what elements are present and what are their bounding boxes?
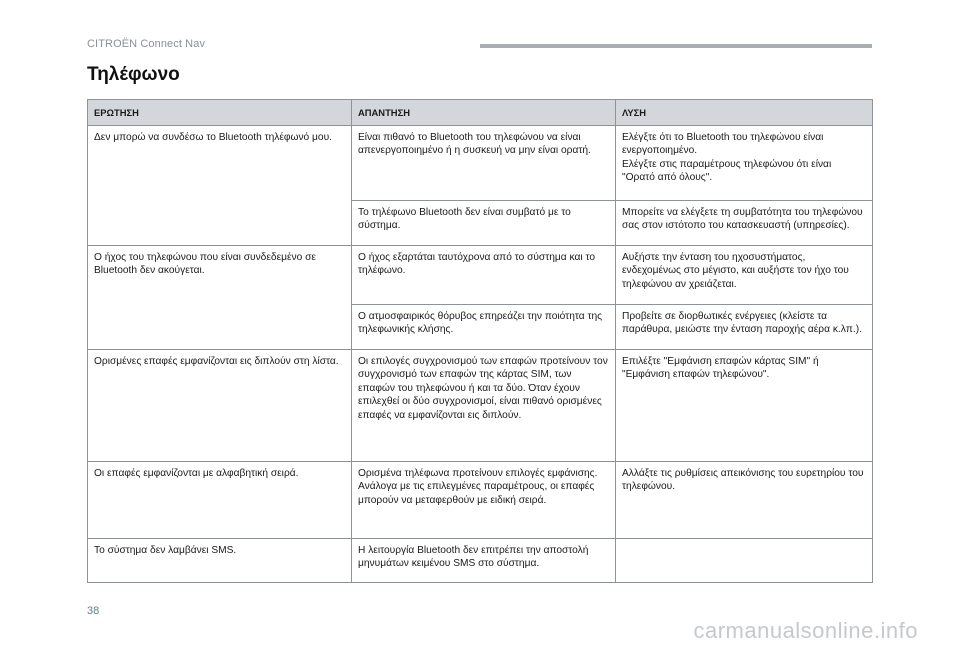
faq-table xyxy=(87,99,873,583)
question-cell: Ορισμένες επαφές εμφανίζονται εις διπλούν στη λίστα. xyxy=(88,349,352,461)
solution-cell: Προβείτε σε διορθωτικές ενέργειες (κλείστε τα παράθυρα, μειώστε την ένταση παροχής αέρα κ.λπ.). xyxy=(616,304,873,349)
column-header-question: ΕΡΩΤΗΣΗ xyxy=(88,100,352,126)
table-row xyxy=(88,349,873,461)
question-cell: Το σύστημα δεν λαμβάνει SMS. xyxy=(88,538,352,582)
answer-cell: Ορισμένα τηλέφωνα προτείνουν επιλογές εμφάνισης. Ανάλογα με τις επιλεγμένες παραμέτρους, οι επαφές μπορούν να μεταφερθούν με ειδική σειρά. xyxy=(352,461,616,538)
table-header-row xyxy=(88,100,873,126)
solution-cell: Αυξήστε την ένταση του ηχοσυστήματος, ενδεχομένως στο μέγιστο, και αυξήστε τον ήχο του τηλεφώνου αν χρειάζεται. xyxy=(616,245,873,304)
page-title: Τηλέφωνο xyxy=(87,64,180,85)
column-header-answer: ΑΠΑΝΤΗΣΗ xyxy=(352,100,616,126)
question-cell: Οι επαφές εμφανίζονται με αλφαβητική σειρά. xyxy=(88,461,352,538)
table-row xyxy=(88,461,873,538)
page-number: 38 xyxy=(87,605,100,617)
solution-cell: Ελέγξτε ότι το Bluetooth του τηλεφώνου είναι ενεργοποιημένο. Ελέγξτε στις παραμέτρους τηλεφώνου ότι είναι "Ορατό από όλους". xyxy=(616,125,873,200)
solution-cell: Επιλέξτε "Εμφάνιση επαφών κάρτας SIM" ή "Εμφάνιση επαφών τηλεφώνου". xyxy=(616,349,873,461)
answer-cell: Ο ήχος εξαρτάται ταυτόχρονα από το σύστημα και το τηλέφωνο. xyxy=(352,245,616,304)
answer-cell: Η λειτουργία Bluetooth δεν επιτρέπει την αποστολή μηνυμάτων κειμένου SMS στο σύστημα. xyxy=(352,538,616,582)
table-row xyxy=(88,245,873,304)
header-rule xyxy=(480,44,872,48)
answer-cell: Οι επιλογές συγχρονισμού των επαφών προτείνουν τον συγχρονισμό των επαφών της κάρτας SIM, των επαφών του τηλεφώνου ή και τα δύο. Όταν έχουν επιλεχθεί οι δύο συγχρονισμοί, είναι πιθανό ορισμένες επαφές να εμφανίζονται εις διπλούν. xyxy=(352,349,616,461)
watermark: carmanualsonline.info xyxy=(693,618,918,643)
question-cell: Δεν μπορώ να συνδέσω το Bluetooth τηλέφωνό μου. xyxy=(88,125,352,245)
answer-cell: Ο ατμοσφαιρικός θόρυβος επηρεάζει την ποιότητα της τηλεφωνικής κλήσης. xyxy=(352,304,616,349)
answer-cell: Είναι πιθανό το Bluetooth του τηλεφώνου να είναι απενεργοποιημένο ή η συσκευή να μην είναι ορατή. xyxy=(352,125,616,200)
solution-cell xyxy=(616,538,873,582)
table-row xyxy=(88,538,873,582)
table-row xyxy=(88,125,873,200)
solution-cell: Μπορείτε να ελέγξετε τη συμβατότητα του τηλεφώνου σας στον ιστότοπο του κατασκευαστή (υπηρεσίες). xyxy=(616,200,873,245)
solution-cell: Αλλάξτε τις ρυθμίσεις απεικόνισης του ευρετηρίου του τηλεφώνου. xyxy=(616,461,873,538)
brand-header: CITROËN Connect Nav xyxy=(87,38,206,50)
question-cell: Ο ήχος του τηλεφώνου που είναι συνδεδεμένο σε Bluetooth δεν ακούγεται. xyxy=(88,245,352,349)
column-header-solution: ΛΥΣΗ xyxy=(616,100,873,126)
answer-cell: Το τηλέφωνο Bluetooth δεν είναι συμβατό με το σύστημα. xyxy=(352,200,616,245)
